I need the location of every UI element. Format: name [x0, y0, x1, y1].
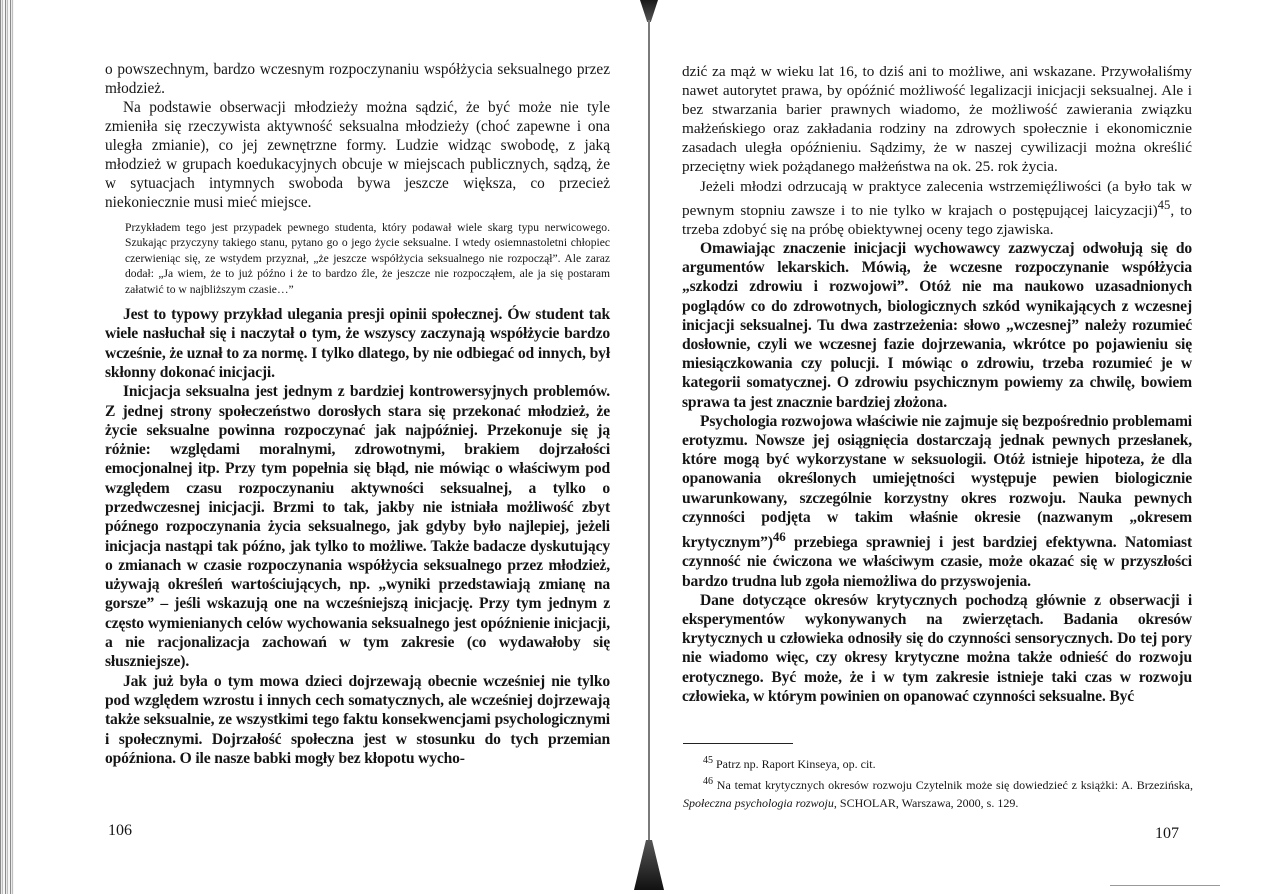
quoted-example: Przykładem tego jest przypadek pewnego studenta, który podawał wiele skarg typu nerwicowego. Szukając przyczyny takiego stanu, pytano go o jego życie seksualne. I wtedy osiemnastoletni chłopiec czerwieniąc się, ze wstydem przyznał, „że jeszcze współżycia seksualnego nie rozpoczął”. Ale zaraz dodał: „Ja wiem, że to już późno i że to bardzo źle, że jeszcze nie rozpocząłem, ale ja się postaram załatwić to w najbliższym czasie…” [125, 221, 610, 296]
footnotes [683, 752, 1193, 812]
footnote-46 [683, 773, 1193, 812]
footnote-ref: 46 [772, 528, 786, 544]
paragraph: Jest to typowy przykład ulegania presji opinii społecznej. Ów student tak wiele nasłuchał się i naczytał o tym, że wszyscy zaczynają współżycie bardzo wcześnie, że uznał to za normę. I tylko dlatego, by nie odbiegać od innych, był skłonny dokonać inicjacji. [105, 306, 610, 381]
page-number: 107 [1155, 825, 1179, 842]
paragraph [682, 177, 1192, 239]
book-title: Społeczna psychologia rozwoju [683, 796, 834, 810]
page-number: 106 [108, 822, 132, 839]
footnote-text: , SCHOLAR, Warszawa, 2000, s. 129. [833, 796, 1019, 810]
footnote-number: 45 [703, 755, 713, 766]
paragraph: dzić za mąż w wieku lat 16, to dziś ani to możliwe, ani wskazane. Przywołaliśmy nawet autorytet prawa, by opóźnić możliwość legalizacji inicjacji seksualnej. Ale i bez stwarzania barier prawnych wiadomo, że możliwość zawierania związku małżeńskiego oraz zakładania rodziny na zdrowych społecznie i ekonomicznie zasadach uległa opóźnieniu. Sądzimy, że w naszej cywilizacji można określić przeciętny wiek pożądanego małżeństwa na ok. 25. rok życia. [682, 63, 1192, 176]
paragraph-text: przebiega sprawniej i jest bardziej efektywna. Natomiast czynność nie ćwiczona we właściwym czasie, może okazać się w przyszłości bardzo trudna lub zgoła niemożliwa do przyswojenia. [682, 534, 1192, 590]
footnote-text: Na temat krytycznych okresów rozwoju Czytelnik może się dowiedzieć z książki: A. Brzezińska, [713, 778, 1193, 792]
paragraph: Inicjacja seksualna jest jednym z bardziej kontrowersyjnych problemów. Z jednej strony społeczeństwo dorosłych stara się przekonać młodzież, że życie seksualne powinna rozpoczynać jak najpóźniej. Przekonuje się ją różnie: względami moralnymi, zdrowotnymi, brakiem dojrzałości emocjonalnej itp. Przy tym popełnia się błąd, nie mówiąc o właściwym pod względem czasu rozpoczynaniu aktywności seksualnej, a tylko o przedwczesnej inicjacji. Brzmi to tak, jakby nie istniała możliwość zbyt późnego rozpoczynania życia seksualnego, jak gdyby było najlepiej, jeżeli inicjacja nastąpi tak późno, jak tylko to możliwe. Także badacze dyskutujący o zmianach w czasie rozpoczynania współżycia seksualnego przez młodzież, używają określeń wartościujących, np. „wyniki przedstawiają zmianę na gorsze” – jeśli wskazują one na wcześniejszą inicjację. Przy tym jednym z często wymienianych celów wychowania seksualnego jest opóźnienie inicjacji, a nie racjonalizacja zachowań w tym zakresie (co wydawałoby się słuszniejsze). [105, 383, 610, 671]
right-page [630, 0, 1262, 894]
footnote-separator [683, 743, 793, 744]
left-text-column [105, 60, 610, 768]
paragraph: Omawiając znaczenie inicjacji wychowawcy zazwyczaj odwołują się do argumentów lekarskich. Mówią, że wczesne rozpoczynanie współżycia „szkodzi zdrowiu i rozwojowi”. Otóż nie ma naukowo uzasadnionych poglądów co do zdrowotnych, biologicznych szkód wynikających z wczesnej inicjacji seksualnej. Tu dwa zastrzeżenia: słowo „wczesnej” należy rozumieć dosłownie, czyli we wczesnej fazie dojrzewania, wkrótce po pojawieniu się miesiączkowania czy polucji. I mówiąc o zdrowiu, trzeba rozumieć je w kategorii somatycznej. O zdrowiu psychicznym powiemy za chwilę, bowiem sprawa ta jest znacznie bardziej złożona. [682, 239, 1192, 411]
left-page [0, 0, 630, 894]
footnote-number: 46 [703, 776, 713, 787]
right-text-column [682, 62, 1192, 706]
footnote-45 [683, 752, 1193, 773]
paragraph: Jak już była o tym mowa dzieci dojrzewają obecnie wcześniej nie tylko pod względem wzrostu i innych cech somatycznych, ale wcześniej dojrzewają także seksualnie, ze wszystkimi tego faktu konsekwencjami psychologicznymi i społecznymi. Dojrzałość społeczna jest w stosunku do tych przemian opóźniona. O ile nasze babki mogły bez kłopotu wycho- [105, 672, 610, 767]
footnote-ref: 45 [1157, 197, 1171, 212]
paragraph-text: , to trzeba zdobyć się na próbę obiektywnej oceny tego zjawiska. [682, 201, 1192, 238]
paragraph: o powszechnym, bardzo wczesnym rozpoczynaniu współżycia seksualnego przez młodzież. [105, 61, 610, 97]
paragraph: Dane dotyczące okresów krytycznych pochodzą głównie z obserwacji i eksperymentów wykonywanych na zwierzętach. Badania okresów krytycznych u człowieka odnosiły się do czynności sensorycznych. Do tej pory nie wiadomo więc, czy okresy krytyczne można także odnieść do rozwoju erotycznego. Być może, że i w tym zakresie istnieje taki czas w rozwoju człowieka, w którym powinien on opanować czynności seksualne. Być [682, 591, 1192, 705]
paragraph: Na podstawie obserwacji młodzieży można sądzić, że być może nie tyle zmieniła się rzeczywista aktywność seksualna młodzieży (choć zapewne i ona uległa zmianie), co jej zewnętrzne formy. Ludzie widząc swobodę, z jaką młodzież w grupach koedukacyjnych obcuje w miejscach publicznych, sądzą, że w sytuacjach intymnych swoboda bywa jeszcze większa, co przecież niekoniecznie musi mieć miejsce. [105, 99, 610, 211]
bottom-edge-mark [1110, 885, 1220, 886]
footnote-text: Patrz np. Raport Kinseya, op. cit. [713, 757, 876, 771]
paragraph-text: Jeżeli młodzi odrzucają w praktyce zalecenia wstrzemięźliwości (a było tak w pewnym stopniu zawsze i to nie tylko w krajach o postępującej laicyzacji) [682, 177, 1192, 219]
paragraph [682, 412, 1192, 591]
paragraph-text: Psychologia rozwojowa właściwie nie zajmuje się bezpośrednio problemami erotyzmu. Nowsze jej osiągnięcia dostarczają jednak pewnych przesłanek, które mogą być wykorzystane w seksuologii. Otóż istnieje hipoteza, że dla opanowania określonych umiejętności występuje pewien biologicznie uwarunkowany, szczególnie korzystny okres rozwoju. Nauka pewnych czynności podjęta w takim właśnie okresie (nazwanym „okresem krytycznym”) [682, 412, 1192, 552]
